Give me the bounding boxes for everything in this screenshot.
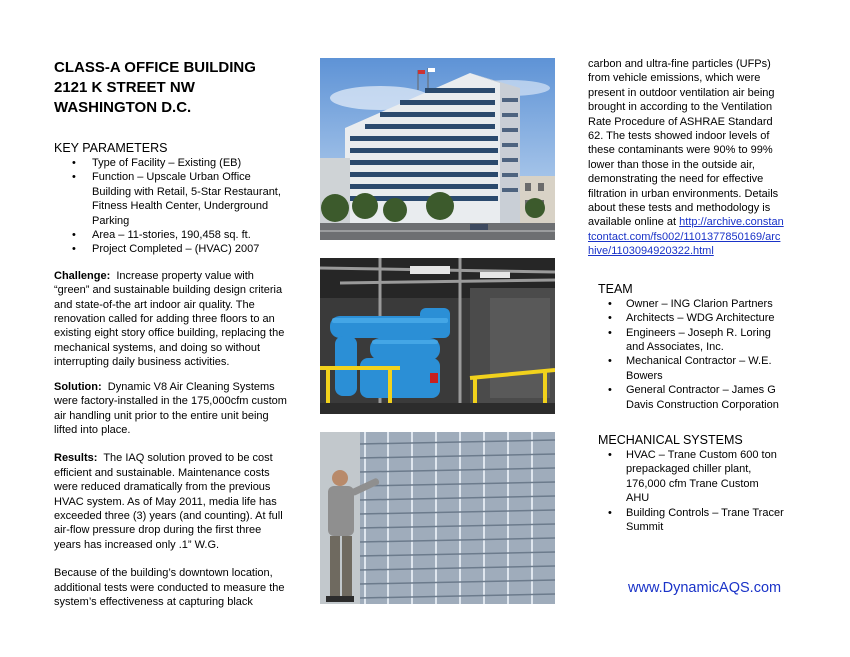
list-item: • HVAC – Trane Custom 600 ton prepackaged chiller plant, 176,000 cfm Trane Custom AHU xyxy=(588,448,784,506)
filter-bank-photo xyxy=(320,432,555,604)
mechanical-systems-list xyxy=(588,448,784,534)
title-line-2: 2121 K STREET NW xyxy=(54,79,195,96)
mechanical-room-photo xyxy=(320,258,555,414)
title-line-3: WASHINGTON D.C. xyxy=(54,99,192,116)
challenge-label: Challenge: xyxy=(54,269,111,282)
page-title xyxy=(54,58,290,118)
website-link[interactable]: www.DynamicAQS.com xyxy=(628,580,782,596)
results-paragraph xyxy=(54,451,290,552)
list-item: • Engineers – Joseph R. Loring and Associates, Inc. xyxy=(588,326,784,355)
key-parameters-heading: KEY PARAMETERS xyxy=(54,141,168,155)
key-parameters-list xyxy=(54,156,290,257)
list-item: • General Contractor – James G Davis Construction Corporation xyxy=(588,383,784,412)
downtown-paragraph: Because of the building’s downtown location, additional tests were conducted to measure the system’s effectiveness at capturing black xyxy=(54,567,285,608)
list-item: • Type of Facility – Existing (EB) xyxy=(54,156,290,170)
mechanical-systems-heading: MECHANICAL SYSTEMS xyxy=(598,432,743,447)
list-item: • Project Completed – (HVAC) 2007 xyxy=(54,242,290,256)
solution-text: Dynamic V8 Air Cleaning Systems were factory-installed in the 175,000cfm custom air handling unit prior to the entire unit being lifted into place. xyxy=(54,380,287,436)
results-label: Results: xyxy=(54,452,98,465)
team-list xyxy=(588,297,784,412)
title-line-1: CLASS-A OFFICE BUILDING xyxy=(54,59,256,76)
continued-text: carbon and ultra-fine particles (UFPs) from vehicle emissions, which were present in outdoor ventilation air being brought in according to the Ventilation Rate Procedure of ASHRAE Standard 62. The tests showed indoor levels of these contaminants were 90% to 99% lower than those in the outside air, demonstrating the need for effective filtration in urban environments. Details about these tests and methodology is available online at xyxy=(588,58,779,229)
building-exterior-photo xyxy=(320,58,555,240)
list-item: • Function – Upscale Urban Office Building with Retail, 5-Star Restaurant, Fitness Health Center, Underground Parking xyxy=(54,170,290,228)
challenge-text: Increase property value with “green” and sustainable building design criteria and state-of-the art indoor air quality. The renovation called for adding three floors to an existing eight story office building, replacing the mechanical systems, and doing so without interrupting daily business activities. xyxy=(54,269,285,369)
archive-link[interactable]: http://archive.constantcontact.com/fs002/1101377850169/archive/1103094920322.html xyxy=(588,216,784,258)
right-column xyxy=(588,57,784,534)
list-item: • Area – 11-stories, 190,458 sq. ft. xyxy=(54,228,290,242)
solution-paragraph xyxy=(54,380,290,438)
team-heading: TEAM xyxy=(598,281,633,296)
results-text: The IAQ solution proved to be cost efficient and sustainable. Maintenance costs were reduced dramatically from the previous HVAC system. As of May 2011, media life has exceeded three (3) years (and counting). At full air-flow pressure drop during the first three years has increased only .1” W.G. xyxy=(54,452,283,551)
list-item: • Mechanical Contractor – W.E. Bowers xyxy=(588,354,784,383)
list-item: • Owner – ING Clarion Partners xyxy=(588,297,784,311)
continued-paragraph xyxy=(588,57,784,259)
list-item: • Building Controls – Trane Tracer Summit xyxy=(588,506,784,535)
challenge-paragraph xyxy=(54,269,290,370)
solution-label: Solution: xyxy=(54,380,102,393)
left-column xyxy=(54,58,290,609)
list-item: • Architects – WDG Architecture xyxy=(588,311,784,325)
